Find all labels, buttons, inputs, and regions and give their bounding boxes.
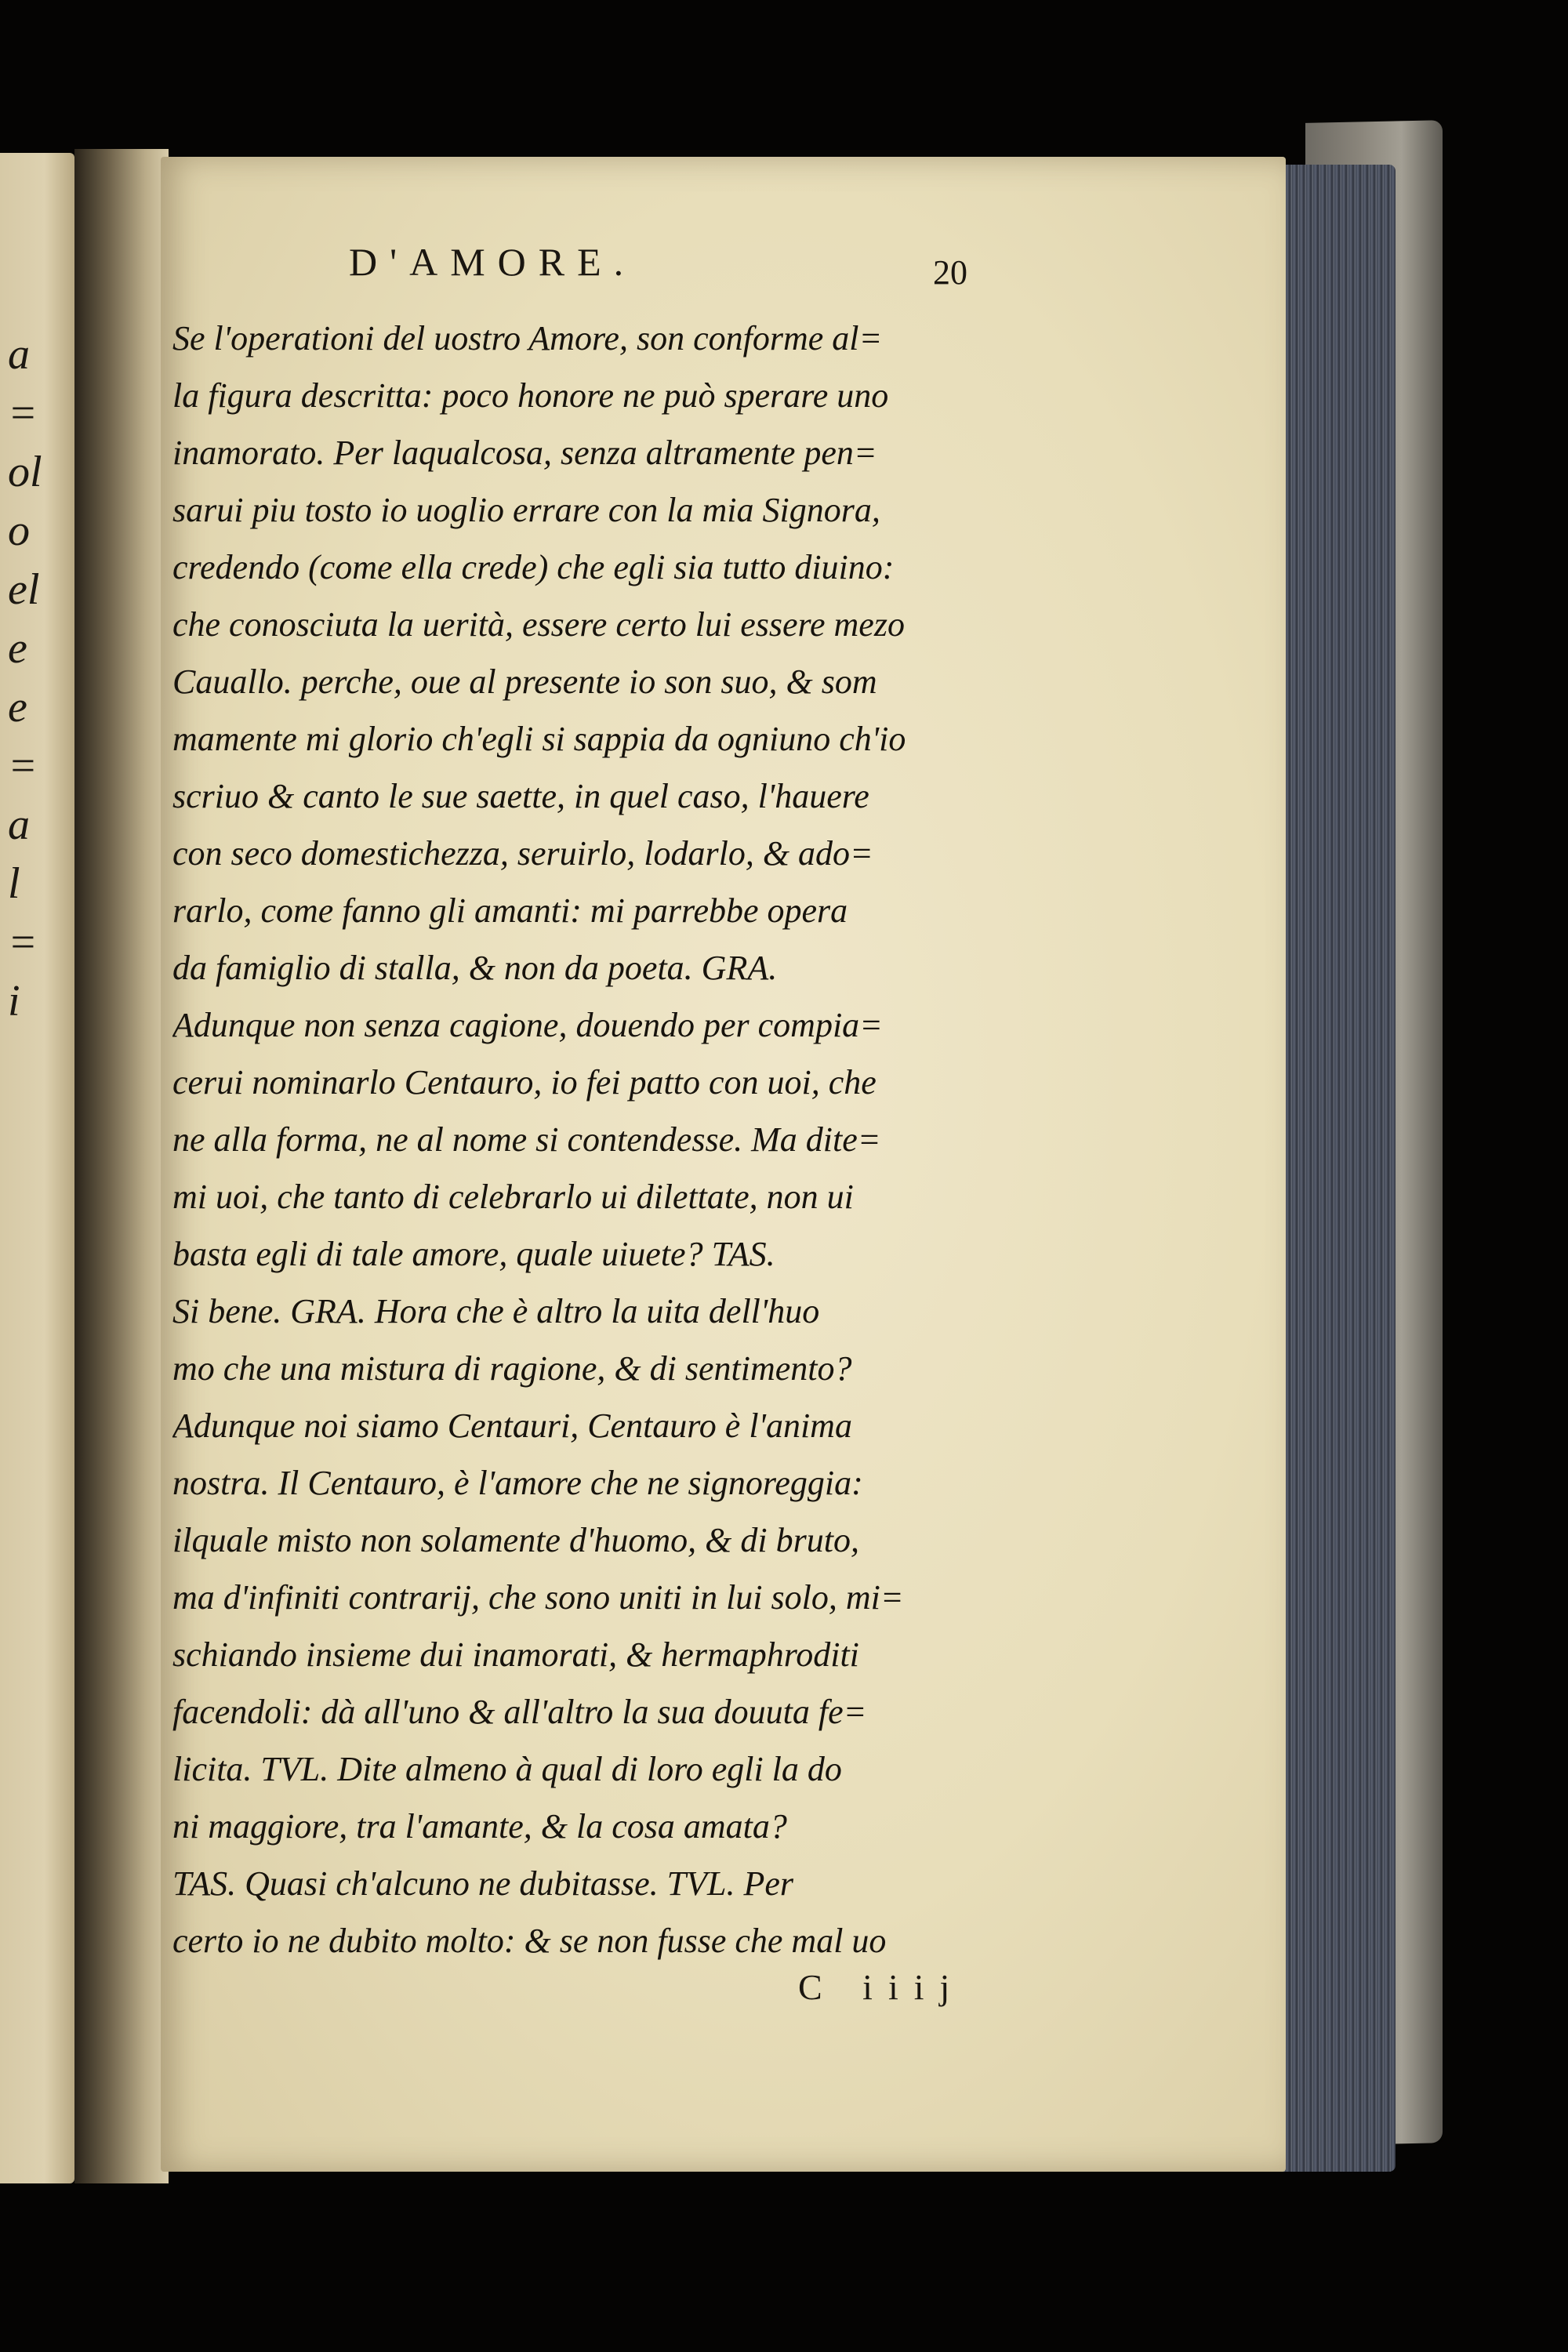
facing-fragment: l [8, 859, 20, 908]
text-line: con seco domestichezza, seruirlo, lodarlo, & ado= [172, 834, 873, 873]
facing-page-text-fragments [0, 153, 74, 2183]
text-line: Se l'operationi del uostro Amore, son conforme al= [172, 319, 883, 358]
facing-fragment: a [8, 330, 30, 379]
text-line: la figura descritta: poco honore ne può sperare uno [172, 376, 889, 415]
text-line: Si bene. GRA. Hora che è altro la uita dell'huo [172, 1292, 820, 1330]
text-line: basta egli di tale amore, quale uiuete? TAS. [172, 1235, 775, 1273]
facing-fragment: = [8, 742, 38, 790]
text-line: ma d'infiniti contrarij, che sono uniti in lui solo, mi= [172, 1578, 904, 1617]
facing-fragment: = [8, 389, 38, 437]
facing-fragment: e [8, 683, 27, 731]
text-line: da famiglio di stalla, & non da poeta. GRA. [172, 949, 778, 987]
text-line: Adunque noi siamo Centauri, Centauro è l'anima [172, 1406, 852, 1445]
facing-fragment: = [8, 918, 38, 967]
facing-fragment: e [8, 624, 27, 673]
signature-mark: C iiij [798, 1967, 966, 2007]
running-head: D'AMORE. [349, 240, 637, 284]
text-line: sarui piu tosto io uoglio errare con la mia Signora, [172, 491, 880, 529]
body-text [172, 310, 1051, 1969]
text-line: mamente mi glorio ch'egli si sappia da ogniuno ch'io [172, 720, 906, 758]
facing-fragment: o [8, 506, 30, 555]
facing-fragment: a [8, 800, 30, 849]
text-line: ilquale misto non solamente d'huomo, & di bruto, [172, 1521, 859, 1559]
text-line: inamorato. Per laqualcosa, senza altramente pen= [172, 434, 877, 472]
text-line: mo che una mistura di ragione, & di sentimento? [172, 1349, 852, 1388]
text-line: licita. TVL. Dite almeno à qual di loro egli la do [172, 1750, 842, 1788]
page-edges [1278, 165, 1396, 2172]
text-line: scriuo & canto le sue saette, in quel caso, l'hauere [172, 777, 869, 815]
text-line: Adunque non senza cagione, douendo per compia= [172, 1006, 883, 1044]
text-line: Cauallo. perche, oue al presente io son suo, & som [172, 662, 877, 701]
text-line: cerui nominarlo Centauro, io fei patto con uoi, che [172, 1063, 877, 1102]
text-line: TAS. Quasi ch'alcuno ne dubitasse. TVL. Per [172, 1864, 793, 1903]
facing-fragment: ol [8, 448, 42, 496]
text-line: nostra. Il Centauro, è l'amore che ne signoreggia: [172, 1464, 863, 1502]
book-gutter [74, 149, 169, 2183]
facing-fragment: el [8, 565, 40, 614]
text-line: schiando insieme dui inamorati, & hermaphroditi [172, 1635, 859, 1674]
text-line: mi uoi, che tanto di celebrarlo ui dilettate, non ui [172, 1178, 854, 1216]
text-line: rarlo, come fanno gli amanti: mi parrebbe opera [172, 891, 848, 930]
text-line: credendo (come ella crede) che egli sia tutto diuino: [172, 548, 895, 586]
page-number: 20 [933, 253, 967, 292]
text-line: ne alla forma, ne al nome si contendesse. Ma dite= [172, 1120, 881, 1159]
facing-fragment: i [8, 977, 20, 1025]
text-line: certo io ne dubito molto: & se non fusse che mal uo [172, 1922, 887, 1960]
text-line: che conosciuta la uerità, essere certo lui essere mezo [172, 605, 905, 644]
text-line: ni maggiore, tra l'amante, & la cosa amata? [172, 1807, 787, 1846]
text-line: facendoli: dà all'uno & all'altro la sua douuta fe= [172, 1693, 867, 1731]
